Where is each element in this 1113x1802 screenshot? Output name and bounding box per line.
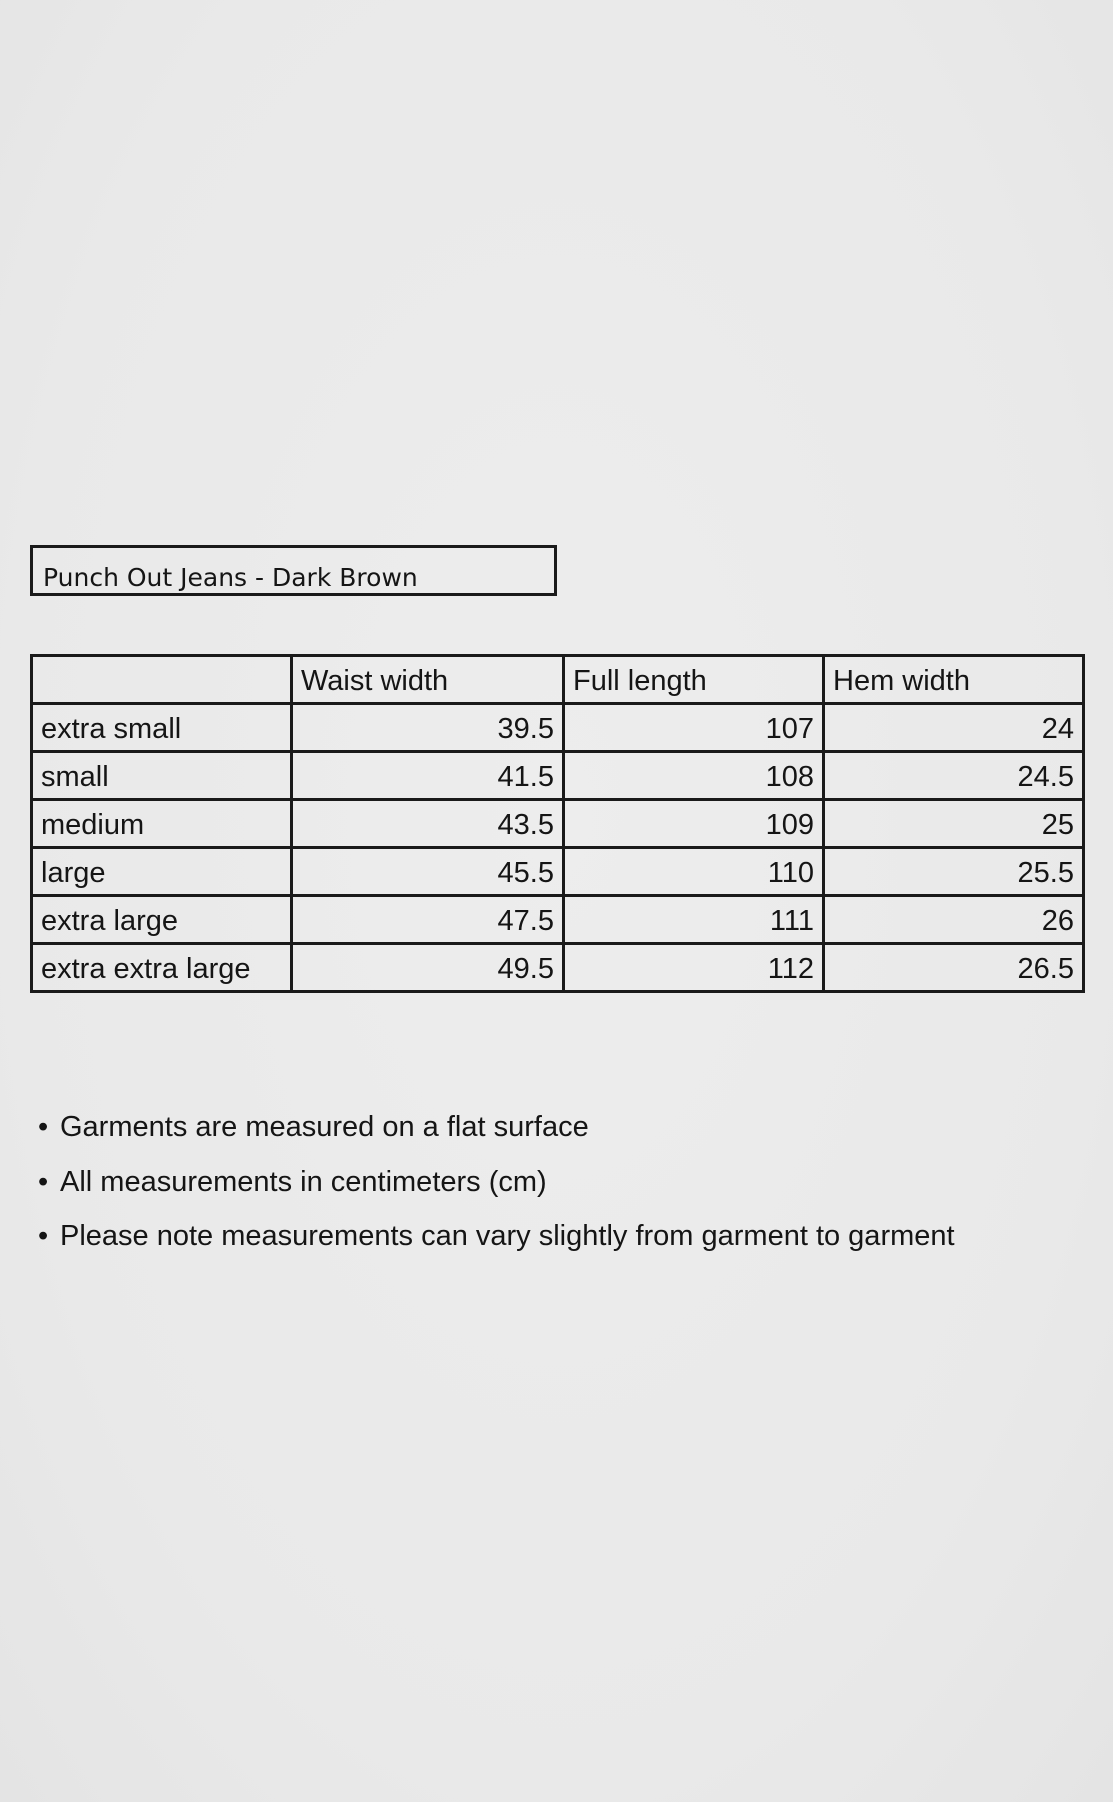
waist-value: 49.5 [292,944,564,992]
table-row [32,752,1084,800]
length-value: 111 [564,896,824,944]
hem-value: 26 [824,896,1084,944]
size-label: extra small [32,704,292,752]
measurement-notes [38,1100,955,1264]
size-label: small [32,752,292,800]
waist-value: 39.5 [292,704,564,752]
list-item [38,1209,955,1264]
size-chart-table [30,654,1085,993]
table-row [32,896,1084,944]
title-box [30,545,557,596]
hem-value: 26.5 [824,944,1084,992]
waist-value: 47.5 [292,896,564,944]
header-hem-width: Hem width [824,656,1084,704]
bullet-icon: • [38,1220,49,1252]
note-text: Garments are measured on a flat surface [60,1111,589,1143]
hem-value: 24.5 [824,752,1084,800]
table-row [32,944,1084,992]
waist-value: 43.5 [292,800,564,848]
header-waist-width: Waist width [292,656,564,704]
length-value: 109 [564,800,824,848]
hem-value: 25.5 [824,848,1084,896]
table-header-row [32,656,1084,704]
table-row [32,704,1084,752]
waist-value: 45.5 [292,848,564,896]
size-label: extra extra large [32,944,292,992]
list-item [38,1100,955,1155]
length-value: 108 [564,752,824,800]
length-value: 110 [564,848,824,896]
size-label: large [32,848,292,896]
header-full-length: Full length [564,656,824,704]
bullet-icon: • [38,1111,49,1143]
product-title: Punch Out Jeans - Dark Brown [43,563,418,592]
header-empty-cell [32,656,292,704]
note-text: Please note measurements can vary slightly from garment to garment [60,1220,955,1252]
waist-value: 41.5 [292,752,564,800]
hem-value: 24 [824,704,1084,752]
list-item [38,1155,955,1210]
size-label: medium [32,800,292,848]
length-value: 107 [564,704,824,752]
table-row [32,848,1084,896]
hem-value: 25 [824,800,1084,848]
length-value: 112 [564,944,824,992]
bullet-icon: • [38,1165,49,1198]
table-row [32,800,1084,848]
size-label: extra large [32,896,292,944]
note-text: All measurements in centimeters (cm) [60,1165,547,1198]
